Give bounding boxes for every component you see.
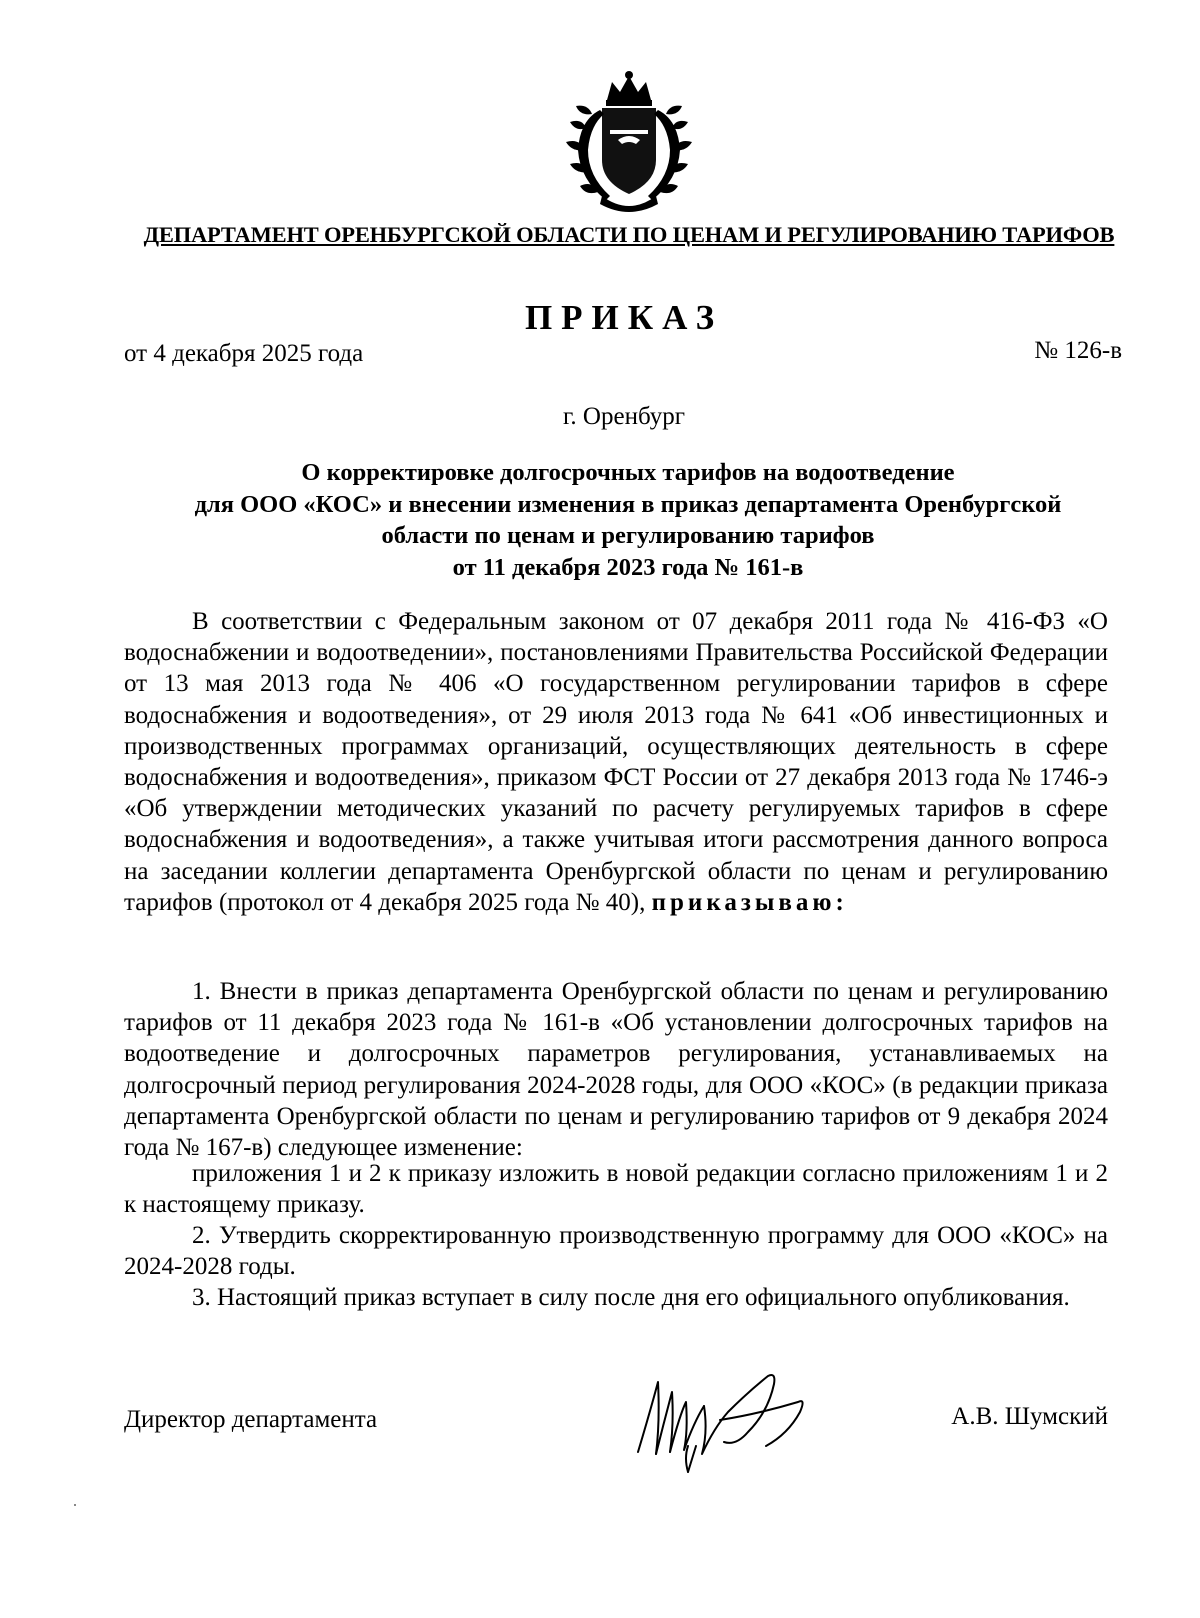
subject-line: О корректировке долгосрочных тарифов на водоотведение xyxy=(301,459,955,486)
item-3-text: 3. Настоящий приказ вступает в силу после дня его официального опубликования. xyxy=(192,1284,1070,1311)
scan-speck xyxy=(74,1504,76,1506)
department-name: ДЕПАРТАМЕНТ ОРЕНБУРГСКОЙ ОБЛАСТИ ПО ЦЕНАМ И РЕГУЛИРОВАНИЮ ТАРИФОВ xyxy=(143,222,1115,247)
coat-of-arms-emblem xyxy=(562,70,696,212)
order-date: от 4 декабря 2025 года xyxy=(124,340,364,367)
city-name: г. Оренбург xyxy=(563,403,685,430)
item-2-paragraph xyxy=(124,1220,1108,1282)
item-3-paragraph xyxy=(124,1282,1108,1313)
item-1-text: 1. Внести в приказ департамента Оренбургской области по ценам и регулированию тарифов от 11 декабря 2023 года № 161-в «Об установлении долгосрочных тарифов на водоотведение и долгосрочных параметров регулирования, устанавливаемых на долгосрочный период регулирования 2024-2028 годы, для ООО «КОС» (в редакции приказа департамента Оренбургской области по ценам и регулированию тарифов от 9 декабря 2024 года № 167-в) следующее изменение: xyxy=(124,978,1108,1162)
item-1-sub-text: приложения 1 и 2 к приказу изложить в новой редакции согласно приложениям 1 и 2 к настоящему приказу. xyxy=(124,1160,1108,1219)
handwritten-signature xyxy=(628,1362,828,1474)
order-number: № 126-в xyxy=(1034,337,1122,364)
document-title: ПРИКАЗ xyxy=(524,298,724,337)
subject-line: для ООО «КОС» и внесении изменения в приказ департамента Оренбургской xyxy=(194,490,1062,518)
item-1-subparagraph xyxy=(124,1158,1108,1220)
item-2-text: 2. Утвердить скорректированную производственную программу для ООО «КОС» на 2024-2028 годы. xyxy=(124,1222,1108,1281)
order-word: приказываю: xyxy=(651,888,848,916)
signatory-position: Директор департамента xyxy=(124,1406,378,1433)
subject-line: области по ценам и регулированию тарифов xyxy=(381,522,875,549)
signatory-name: А.В. Шумский xyxy=(951,1403,1108,1430)
item-1-paragraph xyxy=(124,976,1108,1163)
preamble-text: В соответствии с Федеральным законом от 07 декабря 2011 года № 416-ФЗ «О водоснабжении и водоотведении», постановлениями Правительства Российской Федерации от 13 мая 2013 года № 406 «О государственном регулировании тарифов в сфере водоснабжения и водоотведения», от 29 июля 2013 года № 641 «Об инвестиционных и производственных программах организаций, осуществляющих деятельность в сфере водоснабжения и водоотведения», приказом ФСТ России от 27 декабря 2013 года № 1746-э «Об утверждении методических указаний по расчету регулируемых тарифов в сфере водоснабжения и водоотведения», а также учитывая итоги рассмотрения данного вопроса на заседании коллегии департамента Оренбургской области по ценам и регулированию тарифов (протокол от 4 декабря 2025 года № 40), xyxy=(124,608,1108,916)
order-subject xyxy=(120,457,1136,583)
subject-line: от 11 декабря 2023 года № 161-в xyxy=(452,553,804,581)
preamble-paragraph xyxy=(124,606,1108,918)
